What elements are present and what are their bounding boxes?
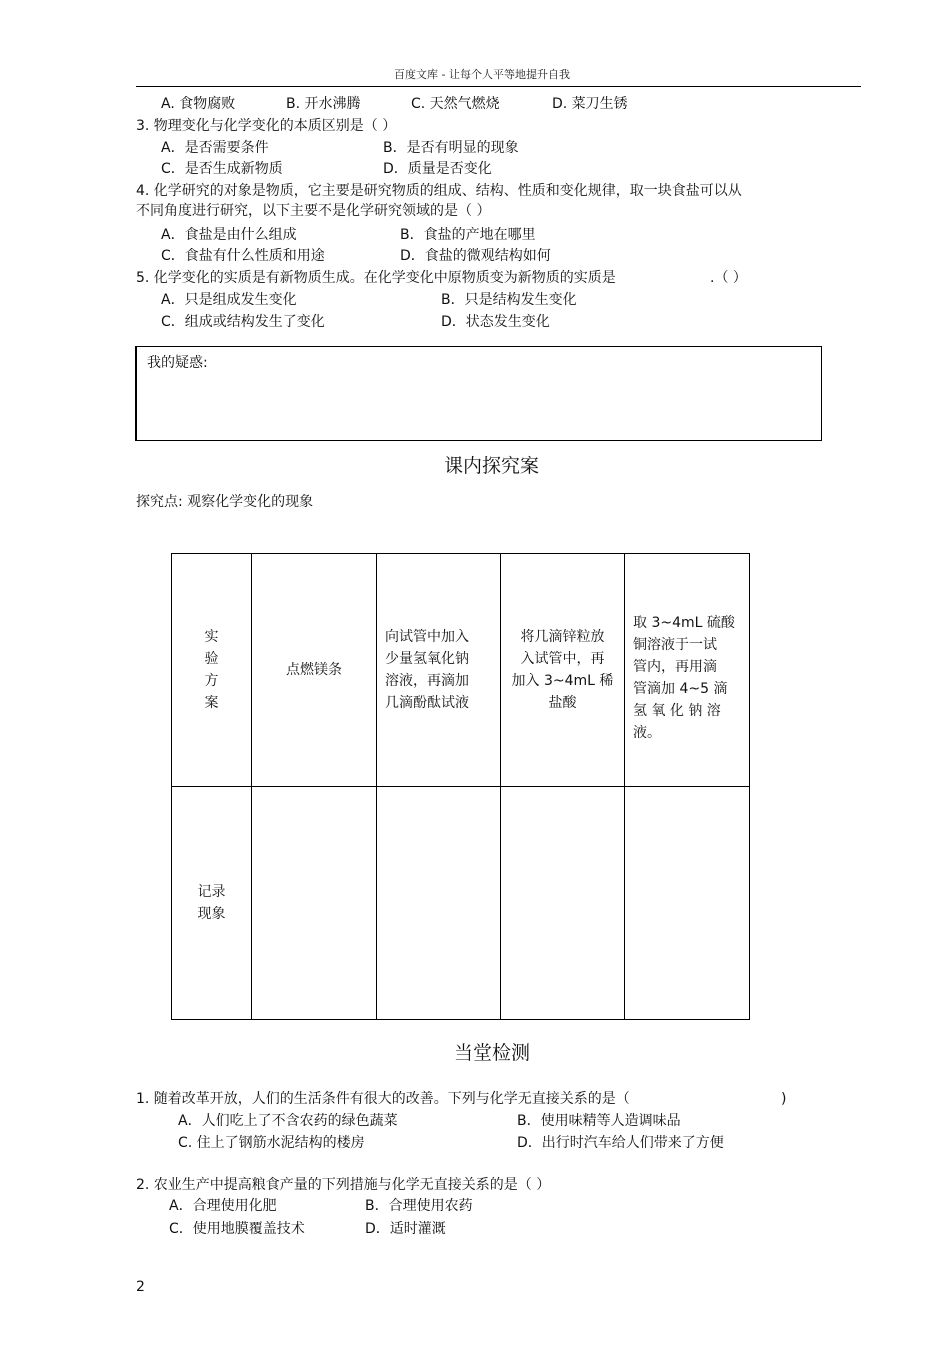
q3-stem: 3. 物理变化与化学变化的本质区别是（ ）	[136, 118, 397, 134]
q5-option-a: A．只是组成发生变化	[161, 292, 297, 308]
record-cell-magnesium[interactable]	[252, 787, 377, 1020]
doubt-box	[135, 346, 822, 441]
q2-option-b: B. 开水沸腾	[286, 96, 361, 112]
q5-option-b: B．只是结构发生变化	[441, 292, 577, 308]
record-row	[172, 787, 750, 1020]
record-header-line: 现象	[197, 906, 226, 922]
q2-option-c: C. 天然气燃烧	[411, 96, 500, 112]
test-q2-option-b: B．合理使用农药	[365, 1198, 473, 1214]
record-cell-cuso4-naoh[interactable]	[625, 787, 750, 1020]
page-number: 2	[136, 1279, 145, 1295]
doubt-label: 我的疑惑:	[147, 355, 208, 371]
plan-naoh-phenolphthalein-cell	[377, 554, 501, 787]
plan-header-cell	[172, 554, 252, 787]
plan-row	[172, 554, 750, 787]
q4-stem-line2: 不同角度进行研究，以下主要不是化学研究领域的是（ ）	[136, 203, 491, 219]
record-header-cell	[172, 787, 252, 1020]
plan-cuso4-naoh-cell	[625, 554, 750, 787]
header-rule	[136, 86, 861, 87]
test-q1-option-d: D．出行时汽车给人们带来了方便	[517, 1135, 724, 1151]
q5-option-d: D．状态发生变化	[441, 314, 550, 330]
plan-header-char: 验	[204, 651, 219, 667]
q3-option-c: C．是否生成新物质	[161, 161, 283, 177]
inquiry-title: 课内探究案	[444, 455, 540, 477]
test-q1-stem: 1. 随着改革开放，人们的生活条件有很大的改善。下列与化学无直接关系的是（	[136, 1091, 630, 1107]
plan-text-line: 液。	[633, 725, 661, 741]
test-q1-option-c: C. 住上了钢筋水泥结构的楼房	[178, 1135, 365, 1151]
test-q1-option-a: A．人们吃上了不含农药的绿色蔬菜	[178, 1113, 398, 1129]
q3-option-d: D．质量是否变化	[383, 161, 492, 177]
plan-header-char: 方	[204, 673, 219, 689]
plan-magnesium-text: 点燃镁条	[286, 662, 342, 678]
plan-text-line: 加入 3~4mL 稀	[511, 673, 614, 689]
test-q2-stem: 2. 农业生产中提高粮食产量的下列措施与化学无直接关系的是（ ）	[136, 1177, 551, 1193]
q2-option-d: D. 菜刀生锈	[552, 96, 628, 112]
plan-text-line: 入试管中，再	[520, 651, 605, 667]
test-q1-option-b: B．使用味精等人造调味品	[517, 1113, 681, 1129]
plan-text-line: 少量氢氧化钠	[385, 651, 469, 667]
plan-text-line: 溶液，再滴加	[385, 673, 469, 689]
plan-magnesium-cell	[252, 554, 377, 787]
test-q2-option-d: D．适时灌溉	[365, 1221, 446, 1237]
experiment-table	[171, 553, 750, 1020]
q2-option-a: A. 食物腐败	[161, 96, 236, 112]
q3-option-b: B．是否有明显的现象	[383, 140, 519, 156]
record-cell-zinc-hcl[interactable]	[501, 787, 625, 1020]
plan-zinc-hcl-cell	[501, 554, 625, 787]
plan-text-line: 向试管中加入	[385, 629, 469, 645]
q4-option-b: B．食盐的产地在哪里	[400, 227, 536, 243]
page-header: 百度文库 - 让每个人平等地提升自我	[394, 68, 570, 81]
q5-stem-tail: .（ ）	[710, 270, 747, 286]
q4-option-c: C．食盐有什么性质和用途	[161, 248, 325, 264]
plan-text-line: 氢 氧 化 钠 溶	[633, 703, 721, 719]
record-cell-naoh-phenolphthalein[interactable]	[377, 787, 501, 1020]
plan-header-char: 案	[204, 695, 219, 711]
q4-stem-line1: 4. 化学研究的对象是物质，它主要是研究物质的组成、结构、性质和变化规律，取一块食盐可以从	[136, 183, 742, 199]
test-title: 当堂检测	[454, 1042, 531, 1064]
test-q2-option-a: A．合理使用化肥	[169, 1198, 277, 1214]
q5-option-c: C．组成或结构发生了变化	[161, 314, 325, 330]
plan-header-char: 实	[204, 629, 219, 645]
plan-text-line: 将几滴锌粒放	[520, 629, 605, 645]
record-header-line: 记录	[197, 884, 226, 900]
plan-text-line: 取 3~4mL 硫酸	[633, 615, 735, 631]
test-q2-option-c: C．使用地膜覆盖技术	[169, 1221, 305, 1237]
plan-text-line: 盐酸	[548, 695, 577, 711]
plan-text-line: 管滴加 4~5 滴	[633, 681, 728, 697]
plan-text-line: 管内，再用滴	[633, 659, 717, 675]
inquiry-point: 探究点: 观察化学变化的现象	[136, 494, 314, 510]
q3-option-a: A．是否需要条件	[161, 140, 269, 156]
q4-option-d: D．食盐的微观结构如何	[400, 248, 551, 264]
plan-text-line: 铜溶液于一试	[633, 637, 717, 653]
q4-option-a: A．食盐是由什么组成	[161, 227, 297, 243]
q5-stem: 5. 化学变化的实质是有新物质生成。在化学变化中原物质变为新物质的实质是	[136, 270, 616, 286]
plan-text-line: 几滴酚酞试液	[385, 695, 469, 711]
test-q1-close: )	[781, 1091, 787, 1107]
